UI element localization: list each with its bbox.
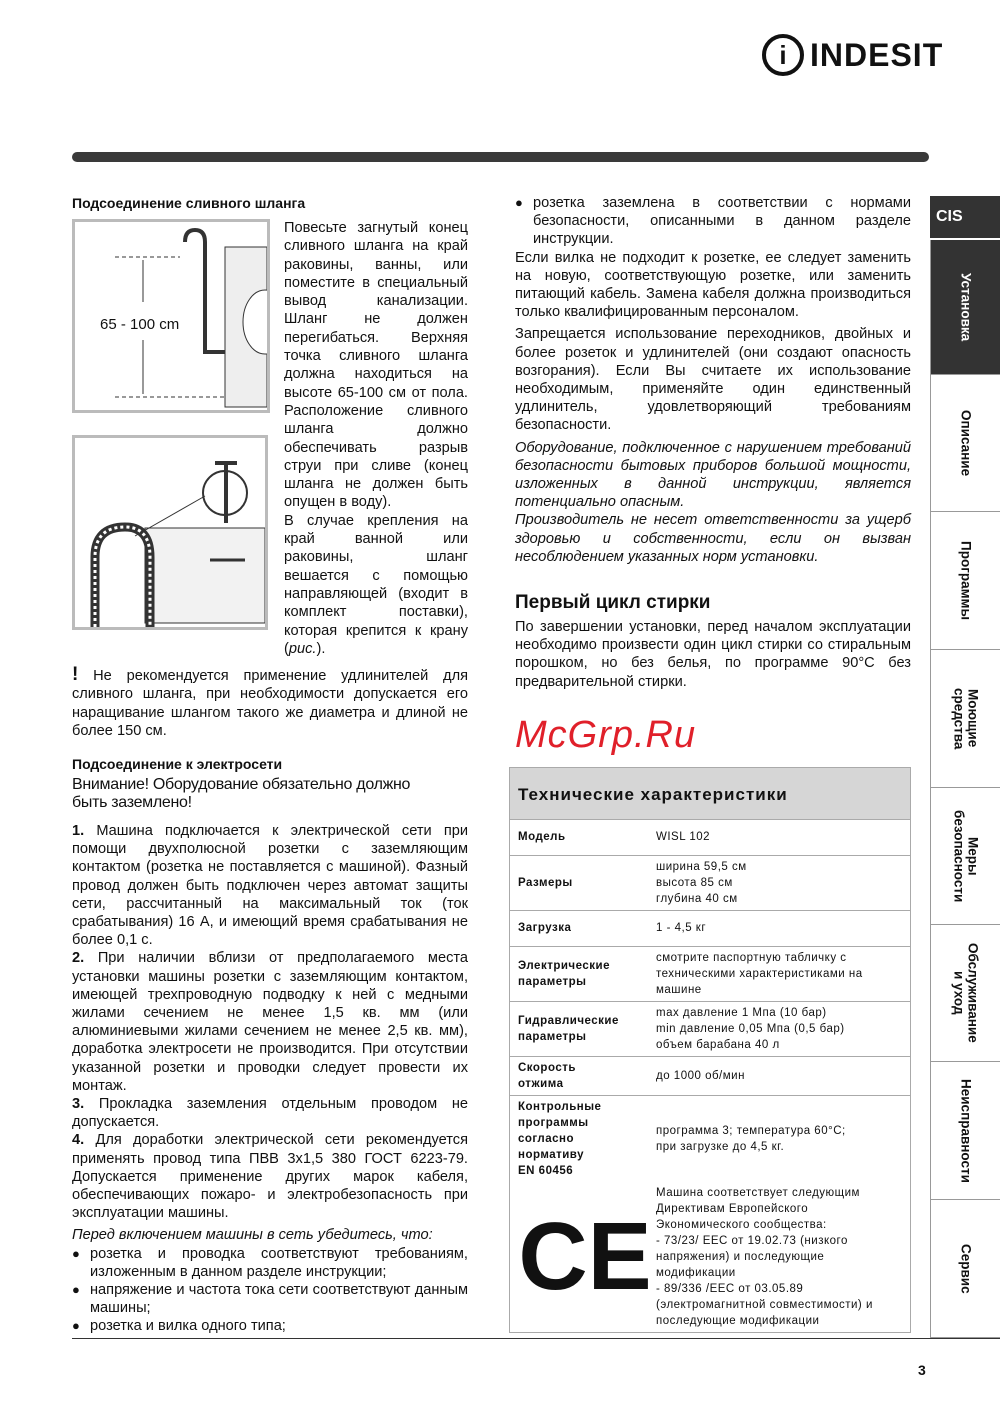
item-number: 3. (72, 1095, 85, 1112)
first-cycle-title: Первый цикл стирки (515, 592, 711, 614)
spec-key: Контрольные программы согласно нормативу EN 60456 (518, 1100, 602, 1177)
drain-text-2a: В случае крепления на край ванной или раковины, шланг вешается с помощью направляющей (входит в комплект поставки), которая крепится к крану ( (284, 512, 468, 657)
item-text: При наличии вблизи от предполагаемого места установки машины розетки с заземляющим контактом, имеющей трехпроводную подводку к ней с медными жилами сечением не менее 1,5 кв. мм (или алюминиевыми жилами сечением не менее 2,5 кв. мм), доработка электросети не производится. При отсутствии указанной розетки и проводки следует провести их монтаж. (72, 950, 468, 1094)
sidebar-tab[interactable] (930, 1062, 1000, 1200)
sidebar-tab-label: Обслуживание и уход (951, 943, 981, 1043)
ce-mark-icon: C E (518, 1202, 648, 1310)
logo-wordmark: INDESIT (810, 36, 944, 73)
drain-text-2b: ). (316, 640, 326, 657)
ce-text: Машина соответствует следующим Директивам Европейского Экономического сообщества: - 73/23/ EEC от 19.02.73 (низкого напряжения) и последующие модификации - 89/336 /EEC от 03.05.89 (электромагнитной совместимости) и последующие модификации (656, 1186, 873, 1327)
spec-key: Загрузка (518, 922, 572, 935)
item-3 (72, 1095, 468, 1131)
drain-hose-text (284, 219, 468, 658)
electric-title: Подсоединение к электросети (72, 755, 283, 772)
item-number: 4. (72, 1132, 85, 1149)
drain-section (72, 219, 468, 658)
sidebar-tab[interactable] (930, 1200, 1000, 1338)
extension-warning (72, 666, 468, 740)
spec-value: программа 3; температура 60°С; при загрузке до 4,5 кг. (656, 1124, 846, 1153)
warning-icon: ! (72, 664, 79, 686)
bullet-text: розетка заземлена в соответствии с нормами безопасности, описанными в данном разделе инструкции. (533, 195, 911, 248)
specs-title: Технические характеристики (510, 768, 910, 820)
item-4 (72, 1131, 468, 1222)
spec-key: Скорость отжима (518, 1061, 576, 1090)
sidebar-tab[interactable] (930, 512, 1000, 650)
spec-row (510, 1057, 910, 1096)
warning-text: Не рекомендуется применение удлинителей для сливного шланга, при необходимости допускается его наращивание шлангом такого же диаметра и длиной не более 150 см. (72, 668, 468, 739)
drain-text-2 (284, 512, 468, 658)
sidebar-tab[interactable] (930, 650, 1000, 788)
spec-key: Электрические параметры (518, 959, 610, 988)
spec-value: ширина 59,5 см высота 85 см глубина 40 см (656, 860, 747, 905)
spec-key: Размеры (518, 876, 573, 889)
indesit-logo (762, 34, 943, 76)
sidebar-tab[interactable] (930, 925, 1000, 1062)
spec-value: до 1000 об/мин (656, 1069, 745, 1082)
bullet-text: розетка и вилка одного типа; (90, 1318, 286, 1335)
item-number: 1. (72, 822, 85, 839)
bullet-item (515, 194, 911, 249)
check-intro: Перед включением машины в сеть убедитесь, что: (72, 1227, 433, 1244)
bullet-item (72, 1317, 468, 1335)
spec-row (510, 947, 910, 1002)
spec-row (510, 820, 910, 856)
first-cycle-text: По завершении установки, перед началом эксплуатации необходимо произвести один цикл стирки со стиральным порошком, но без белья, по программе 90°С без предварительной стирки. (515, 619, 911, 690)
figure-hose-guide (72, 435, 268, 630)
sidebar-tab-label: Неисправности (958, 1078, 974, 1183)
drain-text-1: Повесьте загнутый конец сливного шланга на край раковины, ванны, или поместите в специальный вывод канализации. Шланг не должен перегибаться. Верхняя точка сливного шланга должна находиться на высоте 65-100 см от пола. Расположение сливного шланга должно обеспечивать разрыв струи при сливе (конец шланга не должен быть опущен в воду). (284, 220, 468, 511)
adapters-paragraph: Запрещается использование переходников, двойных и более розеток и удлинителей (они создают опасность возгорания). Если Вы считаете их использование необходимым, применяйте один единственный удлинитель, удовлетворяющий требованиям безопасности. (515, 326, 911, 434)
figure-hose-height (72, 219, 270, 413)
item-number: 2. (72, 950, 85, 967)
spec-row (510, 1002, 910, 1057)
sidebar-tab-label: Сервис (958, 1243, 974, 1294)
spec-key: Гидравлические параметры (518, 1014, 619, 1043)
spec-value: WISL 102 (656, 831, 711, 844)
bullet-text: розетка и проводка соответствуют требованиям, изложенным в данном разделе инструкции; (90, 1245, 468, 1280)
item-text: Прокладка заземления отдельным проводом не допускается. (72, 1095, 468, 1131)
left-column (72, 195, 468, 1336)
spec-value: 1 - 4,5 кг (656, 922, 707, 935)
bullet-item (72, 1281, 468, 1317)
bullet-text: напряжение и частота тока сети соответствуют данным машины; (90, 1282, 468, 1317)
header-bar (72, 152, 929, 162)
sidebar-tab-label: Моющие средства (951, 687, 981, 750)
region-label: CIS (930, 196, 1000, 238)
spec-value: смотрите паспортную табличку с техническими характеристиками на машине (656, 951, 863, 996)
spec-row (510, 911, 910, 947)
footer-line (72, 1338, 1000, 1339)
plug-paragraph: Если вилка не подходит к розетке, ее следует заменить на новую, соответствующую розетке, или заменить питающий кабель. Замена кабеля должна производиться только квалифицированным персоналом. (515, 249, 911, 321)
sidebar-tab[interactable] (930, 788, 1000, 925)
spec-key: Модель (518, 831, 566, 844)
logo-mark: i (762, 34, 804, 76)
sidebar-tab-label: Программы (958, 540, 974, 621)
sidebar-tab-label: Описание (958, 409, 974, 477)
sidebar-tab[interactable] (930, 375, 1000, 512)
grounding-warning: Внимание! Оборудование обязательно должно быть заземлено! (72, 775, 411, 811)
item-1 (72, 822, 468, 949)
specs-table (509, 767, 911, 1333)
bullet-item (72, 1245, 468, 1281)
right-column (515, 194, 911, 1333)
ce-row (510, 1182, 910, 1332)
watermark: McGrp.Ru (515, 713, 697, 756)
sidebar-tab-label: Меры безопасности (951, 809, 981, 903)
drain-hose-title: Подсоединение сливного шланга (72, 195, 306, 211)
figure-ref: рис. (288, 640, 317, 657)
electric-items (72, 822, 468, 1336)
height-label: 65 - 100 cm (100, 316, 180, 333)
sidebar-tab-label: Установка (958, 272, 974, 342)
sidebar-tab[interactable] (930, 240, 1000, 375)
spec-row (510, 856, 910, 911)
spec-value: max давление 1 Мпа (10 бар) min давление 0,05 Мпа (0,5 бар) объем барабана 40 л (656, 1006, 845, 1051)
item-text: Для доработки электрической сети рекомендуется применять провод типа ПВВ 3х1,5 380 ГОСТ 6223-79. Допускается применение других марок кабеля, обеспечивающих пожаро- и электробезопасность при эксплуатации машины. (72, 1132, 468, 1222)
bullet-icon: ● (72, 1282, 80, 1298)
safety-text (515, 194, 911, 566)
page-number: 3 (918, 1362, 926, 1378)
liability-paragraph: Производитель не несет ответственности за ущерб здоровью и собственности, если он вызван несоблюдением указанных норм установки. (515, 512, 911, 565)
figures (72, 219, 270, 658)
item-text: Машина подключается к электрической сети при помощи двухполюсной розетки с заземляющим контактом (розетка не поставляется с машиной). Фазный провод должен быть подключен через автомат защиты сети, рассчитанный на максимальный ток (ток срабатывания) 16 А, и имеющий время срабатывания не более 0,1 с. (72, 822, 468, 949)
bullet-icon: ● (72, 1245, 80, 1261)
bullet-icon: ● (72, 1318, 80, 1334)
item-2 (72, 949, 468, 1095)
spec-row (510, 1096, 910, 1182)
danger-paragraph: Оборудование, подключенное с нарушением требований безопасности бытовых приборов большой мощности, изложенных в данной инструкции, является потенциально опасным. (515, 439, 911, 511)
bullet-icon: ● (515, 195, 523, 210)
